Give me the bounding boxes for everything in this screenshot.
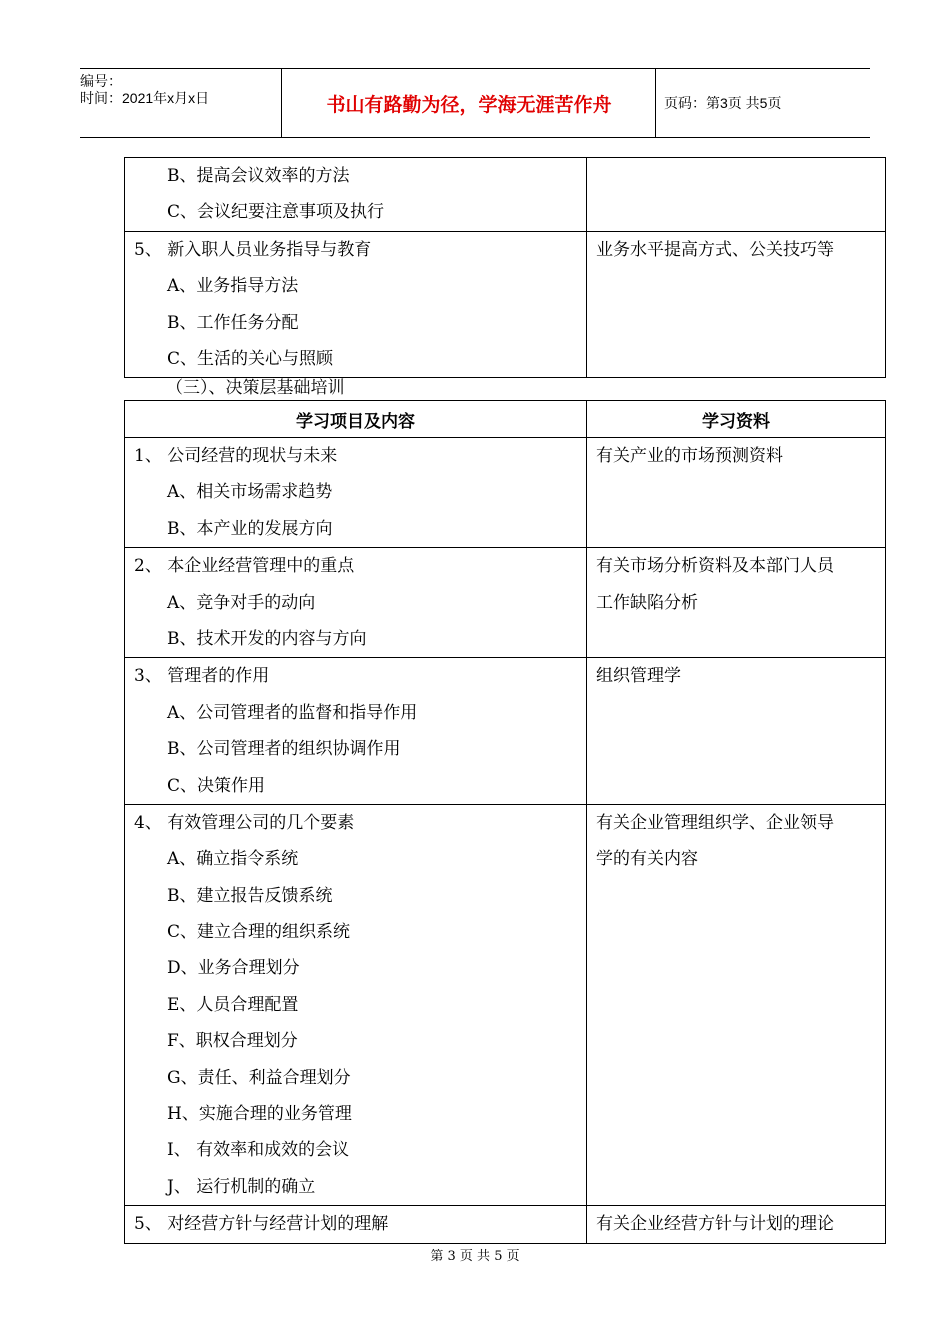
page-footer: 第 3 页 共 5 页: [430, 1249, 520, 1264]
item-subpoint: H、实施合理的业务管理: [167, 1104, 352, 1125]
item-subpoint: D、业务合理划分: [167, 958, 300, 979]
material-text: 有关企业管理组织学、企业领导: [596, 812, 834, 833]
item-heading: 1、 公司经营的现状与未来: [134, 446, 338, 466]
training-table: [124, 400, 886, 1244]
item-subpoint: C、建立合理的组织系统: [167, 922, 351, 943]
material-cell: [587, 231, 886, 378]
item-cell: [125, 231, 587, 378]
material-text: 组织管理学: [596, 666, 681, 687]
item-subpoint: B、建立报告反馈系统: [167, 885, 333, 906]
time-label: 时间：2021年x月x日: [80, 90, 210, 106]
table-row: [125, 804, 886, 1205]
item-cell: [125, 548, 587, 658]
column-header-item: 学习项目及内容: [125, 401, 587, 438]
table-row: [125, 548, 886, 658]
item-heading: 4、 有效管理公司的几个要素: [134, 812, 355, 833]
item-subpoint: B、提高会议效率的方法: [167, 166, 350, 186]
material-text: 学的有关内容: [596, 849, 698, 870]
material-text: 有关市场分析资料及本部门人员: [596, 556, 834, 577]
table-row: [125, 438, 886, 548]
item-cell: [125, 804, 587, 1205]
item-cell: [125, 658, 587, 805]
item-subpoint: B、工作任务分配: [167, 312, 299, 333]
item-subpoint: C、会议纪要注意事项及执行: [167, 202, 385, 223]
material-text: 工作缺陷分析: [596, 592, 698, 613]
material-cell: [587, 158, 886, 232]
item-subpoint: B、技术开发的内容与方向: [167, 628, 367, 649]
item-subpoint: B、本产业的发展方向: [167, 518, 333, 539]
header-page-info: 页码：第3页 共5页: [664, 95, 782, 111]
material-cell: [587, 548, 886, 658]
material-cell: [587, 804, 886, 1205]
item-subpoint: A、相关市场需求趋势: [167, 482, 333, 503]
column-header-material: 学习资料: [587, 401, 886, 438]
header-meta: [80, 69, 282, 137]
item-subpoint: A、公司管理者的监督和指导作用: [167, 702, 418, 723]
table-row: [125, 231, 886, 378]
material-cell: [587, 1206, 886, 1243]
item-subpoint: A、确立指令系统: [167, 849, 299, 870]
item-subpoint: C、生活的关心与照顾: [167, 348, 334, 369]
item-cell: [125, 1206, 587, 1243]
item-subpoint: B、公司管理者的组织协调作用: [167, 739, 401, 760]
item-heading: 3、 管理者的作用: [134, 666, 270, 687]
table-row: [125, 658, 886, 805]
page-header: [80, 68, 870, 138]
section-title: （三）、决策层基础培训: [166, 378, 345, 398]
material-cell: [587, 658, 886, 805]
material-text: 业务水平提高方式、公关技巧等: [596, 239, 834, 260]
table-header-row: [125, 401, 886, 438]
item-subpoint: J、 运行机制的确立: [167, 1176, 316, 1197]
item-subpoint: C、决策作用: [167, 775, 266, 796]
item-heading: 5、 对经营方针与经营计划的理解: [134, 1214, 389, 1235]
material-text: 有关产业的市场预测资料: [596, 446, 783, 466]
item-subpoint: F、职权合理划分: [167, 1031, 298, 1052]
table-row: [125, 158, 886, 232]
number-label: 编号：: [80, 73, 122, 89]
item-subpoint: G、责任、利益合理划分: [167, 1067, 351, 1088]
item-subpoint: A、竞争对手的动向: [167, 592, 316, 613]
item-heading: 5、 新入职人员业务指导与教育: [134, 239, 372, 260]
item-subpoint: I、 有效率和成效的会议: [167, 1140, 350, 1161]
item-subpoint: A、业务指导方法: [167, 276, 299, 297]
item-cell: [125, 438, 587, 548]
table-row: [125, 1206, 886, 1243]
material-text: 有关企业经营方针与计划的理论: [596, 1214, 834, 1235]
header-motto: 书山有路勤为径，学海无涯苦作舟: [283, 69, 656, 137]
material-cell: [587, 438, 886, 548]
item-heading: 2、 本企业经营管理中的重点: [134, 556, 355, 577]
item-cell: [125, 158, 587, 232]
item-subpoint: E、人员合理配置: [167, 994, 299, 1015]
continuation-table: [124, 157, 886, 378]
